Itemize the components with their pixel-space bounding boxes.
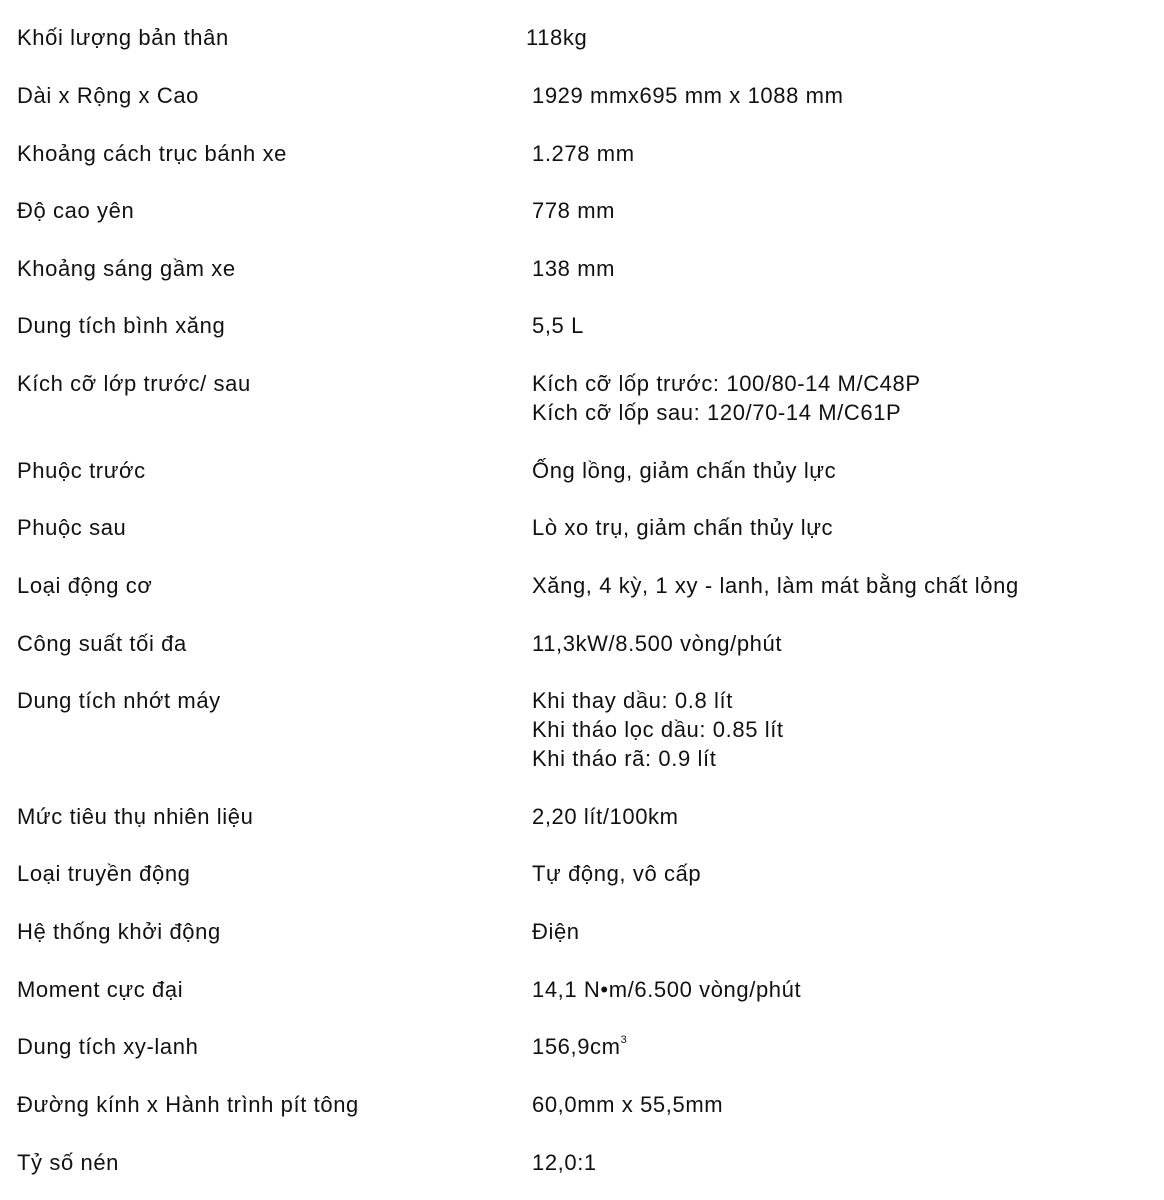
spec-value-line: Tự động, vô cấp (532, 861, 702, 886)
spec-value-line: 12,0:1 (532, 1150, 597, 1175)
spec-label: Mức tiêu thụ nhiên liệu (17, 804, 254, 829)
spec-value-line: Kích cỡ lốp sau: 120/70-14 M/C61P (532, 400, 902, 425)
spec-value-line: 60,0mm x 55,5mm (532, 1092, 724, 1117)
spec-value (532, 975, 801, 1004)
spec-value (532, 917, 580, 946)
spec-value-line: 1929 mmx695 mm x 1088 mm (532, 83, 844, 108)
spec-value-line: 118kg (526, 25, 588, 50)
spec-value-text: 156,9cm (532, 1034, 621, 1059)
spec-value (532, 513, 833, 542)
spec-label: Kích cỡ lớp trước/ sau (17, 371, 251, 396)
spec-label: Khoảng sáng gầm xe (17, 256, 236, 281)
spec-value (532, 686, 784, 773)
spec-value (526, 23, 587, 52)
spec-label: Tỷ số nén (17, 1150, 120, 1175)
spec-value-line (532, 1032, 627, 1061)
spec-label: Dung tích nhớt máy (17, 688, 221, 713)
spec-value-line: 2,20 lít/100km (532, 804, 679, 829)
spec-value-line: Khi tháo lọc dầu: 0.85 lít (532, 717, 784, 742)
superscript-text: 3 (620, 1033, 628, 1046)
spec-value-line: 11,3kW/8.500 vòng/phút (532, 631, 783, 656)
spec-value-line: 1.278 mm (532, 141, 635, 166)
spec-value (532, 571, 1019, 600)
spec-label: Hệ thống khởi động (17, 919, 221, 944)
spec-value-line: Xăng, 4 kỳ, 1 xy - lanh, làm mát bằng chất lỏng (532, 573, 1019, 598)
spec-value-line: Lò xo trụ, giảm chấn thủy lực (532, 515, 834, 540)
spec-label: Độ cao yên (17, 198, 135, 223)
spec-value-line: 5,5 L (532, 313, 584, 338)
spec-value (532, 1090, 723, 1119)
spec-value (532, 311, 584, 340)
spec-value-line: Khi thay dầu: 0.8 lít (532, 688, 733, 713)
spec-label: Loại động cơ (17, 573, 153, 598)
spec-value (532, 369, 921, 427)
spec-value-line: Khi tháo rã: 0.9 lít (532, 746, 717, 771)
spec-value-line: Ống lồng, giảm chấn thủy lực (532, 458, 837, 483)
spec-label: Đường kính x Hành trình pít tông (17, 1092, 359, 1117)
spec-value-line: 14,1 N•m/6.500 vòng/phút (532, 977, 802, 1002)
spec-label: Công suất tối đa (17, 631, 187, 656)
spec-value (532, 802, 679, 831)
spec-value (532, 629, 782, 658)
spec-label: Phuộc trước (17, 458, 146, 483)
spec-value (532, 196, 615, 225)
spec-label: Dung tích bình xăng (17, 313, 226, 338)
spec-value (532, 254, 615, 283)
spec-value (532, 1148, 597, 1177)
spec-label: Phuộc sau (17, 515, 127, 540)
spec-value (532, 81, 844, 110)
spec-label: Moment cực đại (17, 977, 184, 1002)
spec-value (532, 456, 836, 485)
spec-value-line: 778 mm (532, 198, 616, 223)
spec-label: Dài x Rộng x Cao (17, 83, 200, 108)
spec-value (532, 139, 635, 168)
spec-value-line: Điện (532, 919, 580, 944)
spec-value-line: Kích cỡ lốp trước: 100/80-14 M/C48P (532, 371, 921, 396)
spec-label: Loại truyền động (17, 861, 191, 886)
spec-label: Khối lượng bản thân (17, 25, 229, 50)
spec-label: Khoảng cách trục bánh xe (17, 141, 288, 166)
spec-value-line: 138 mm (532, 256, 616, 281)
spec-label: Dung tích xy-lanh (17, 1034, 199, 1059)
spec-value (532, 1032, 627, 1061)
spec-value (532, 859, 701, 888)
